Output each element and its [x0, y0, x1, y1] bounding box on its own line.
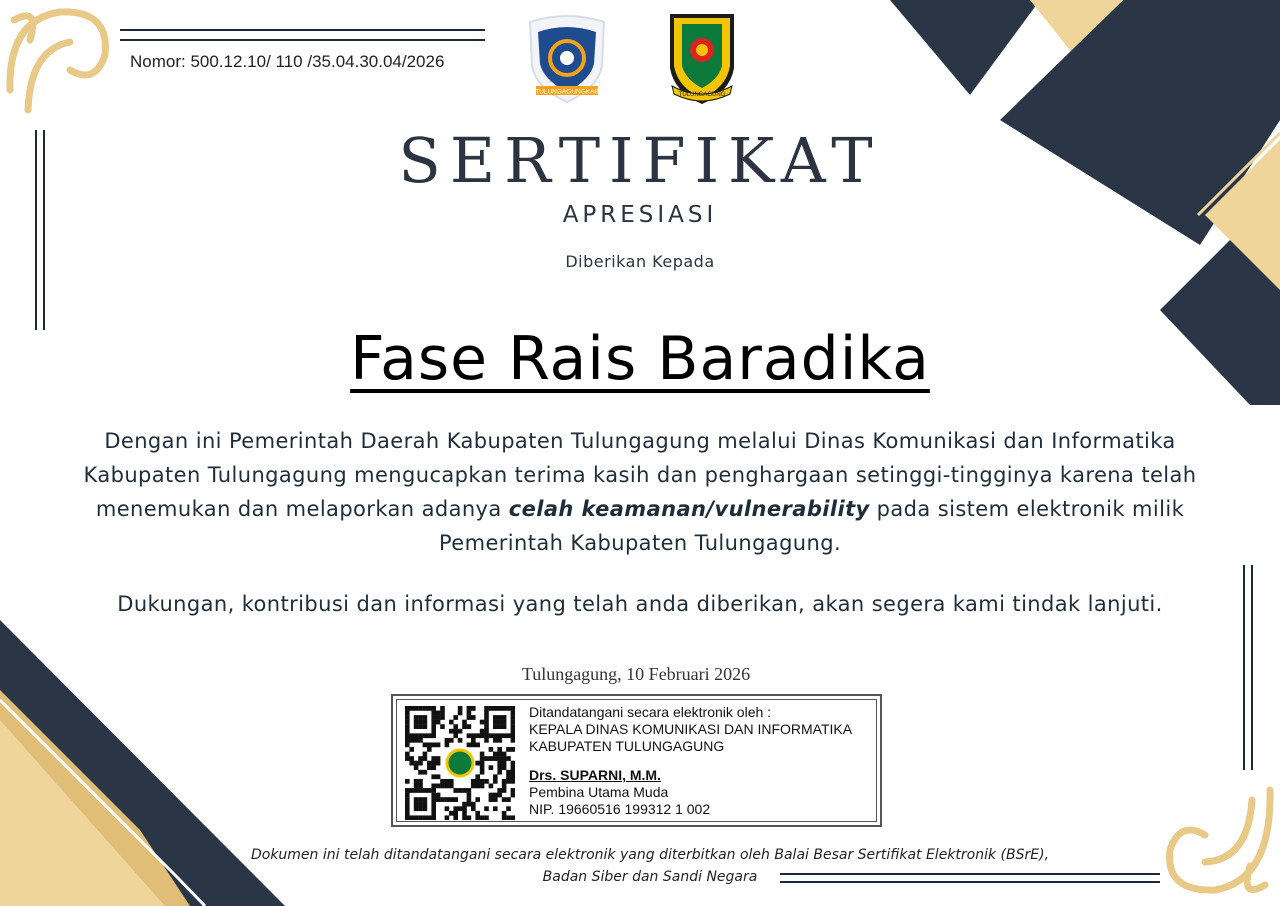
qr-code-icon — [405, 706, 515, 820]
signature-text — [529, 704, 852, 818]
certificate-number: Nomor: 500.12.10/ 110 /35.04.30.04/2026 — [130, 52, 445, 71]
given-to-label: Diberikan Kepada — [565, 252, 715, 271]
svg-text:TULUNGAGUNG: TULUNGAGUNG — [678, 92, 726, 98]
paragraph-text-2: pada sistem elektronik milik Pemerintah Kabupaten Tulungagung. — [438, 497, 1185, 555]
office-line-1: KEPALA DINAS KOMUNIKASI DAN INFORMATIKA — [529, 721, 853, 737]
signer-rank: Pembina Utama Muda — [529, 784, 669, 800]
footer-line-1: Dokumen ini telah ditandatangani secara elektronik yang diterbitkan oleh Balai Besar Sertifikat Elektronik (BSrE), — [250, 847, 1050, 863]
office-line-2: KABUPATEN TULUNGAGUNG — [529, 738, 725, 754]
signer-nip: NIP. 19660516 199312 1 002 — [529, 801, 711, 817]
recipient-name: Fase Rais Baradika — [350, 324, 930, 394]
signed-by-label: Ditandatangani secara elektronik oleh : — [529, 704, 772, 720]
certificate-subtitle: APRESIASI — [562, 202, 718, 228]
certificate-title: SERTIFIKAT — [398, 124, 882, 197]
kominfo-logo — [524, 14, 610, 104]
place-date: Tulungagung, 10 Februari 2026 — [521, 664, 751, 684]
signer-name: Drs. SUPARNI, M.M. — [529, 767, 661, 783]
tulungagung-regency-emblem — [664, 10, 740, 106]
followup-paragraph: Dukungan, kontribusi dan informasi yang telah anda diberikan, akan segera kami tindak lanjuti. — [117, 592, 1163, 616]
recipient-name-block — [0, 324, 1280, 394]
footer-line-2: Badan Siber dan Sandi Negara — [542, 869, 758, 885]
paragraph-text-1: Dengan ini Pemerintah Daerah Kabupaten Tulungagung melalui Dinas Komunikasi dan Informatika Kabupaten Tulungagung mengucapkan terima kasih dan penghargaan setinggi-tingginya karena telah menemukan dan melaporkan adanya — [83, 429, 1197, 521]
paragraph-emphasis: celah keamanan/vulnerability — [508, 497, 870, 521]
footer-note — [0, 844, 1280, 888]
svg-text:TULUNGAGUNGKAB: TULUNGAGUNGKAB — [535, 88, 599, 96]
appreciation-paragraph — [60, 424, 1220, 560]
electronic-signature-box — [391, 694, 882, 827]
